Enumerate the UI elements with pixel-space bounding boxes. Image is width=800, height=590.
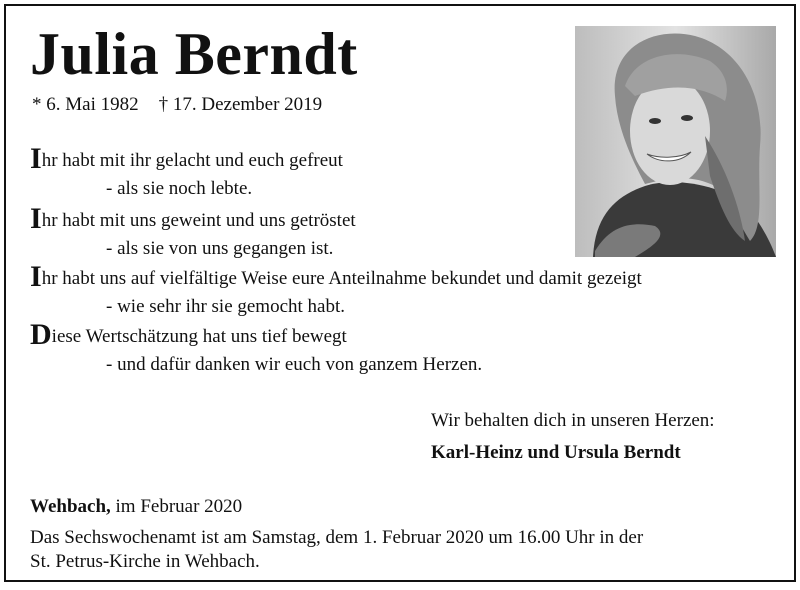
deceased-name: Julia Berndt (30, 21, 358, 87)
verse-4 (30, 320, 482, 376)
closing-line: Wir behalten dich in unseren Herzen: (431, 410, 715, 431)
place-name: Wehbach, (30, 496, 111, 517)
life-dates (32, 94, 322, 116)
verse-1 (30, 144, 343, 200)
initial-letter: I (30, 142, 42, 175)
verse-response: - als sie von uns gegangen ist. (106, 238, 334, 259)
portrait-photo (575, 26, 776, 257)
obituary-card (4, 4, 796, 582)
initial-letter: I (30, 202, 42, 235)
birth-date: * 6. Mai 1982 (32, 94, 139, 115)
verse-response: - als sie noch lebte. (106, 178, 253, 199)
place-date (30, 496, 242, 518)
mass-line-1: Das Sechswochenamt ist am Samstag, dem 1. Februar 2020 um 16.00 Uhr in der (30, 527, 644, 548)
death-date: † 17. Dezember 2019 (158, 94, 323, 115)
mass-line-2: St. Petrus-Kirche in Wehbach. (30, 551, 260, 572)
initial-letter: I (30, 260, 42, 293)
initial-letter: D (30, 318, 52, 351)
verse-response: - wie sehr ihr sie gemocht habt. (106, 296, 346, 317)
verse-line: hr habt mit uns geweint und uns getröstet (41, 210, 356, 231)
family-names: Karl-Heinz und Ursula Berndt (431, 442, 681, 463)
verse-response: - und dafür danken wir euch von ganzem Herzen. (106, 354, 483, 375)
verse-2 (30, 204, 356, 260)
memorial-mass-info (30, 526, 750, 574)
verse-line: hr habt mit ihr gelacht und euch gefreut (41, 150, 343, 171)
verse-line: iese Wertschätzung hat uns tief bewegt (51, 326, 347, 347)
notice-month: im Februar 2020 (115, 496, 243, 517)
verse-line: hr habt uns auf vielfältige Weise eure Anteilnahme bekundet und damit gezeigt (41, 268, 642, 289)
verse-3 (30, 262, 642, 318)
